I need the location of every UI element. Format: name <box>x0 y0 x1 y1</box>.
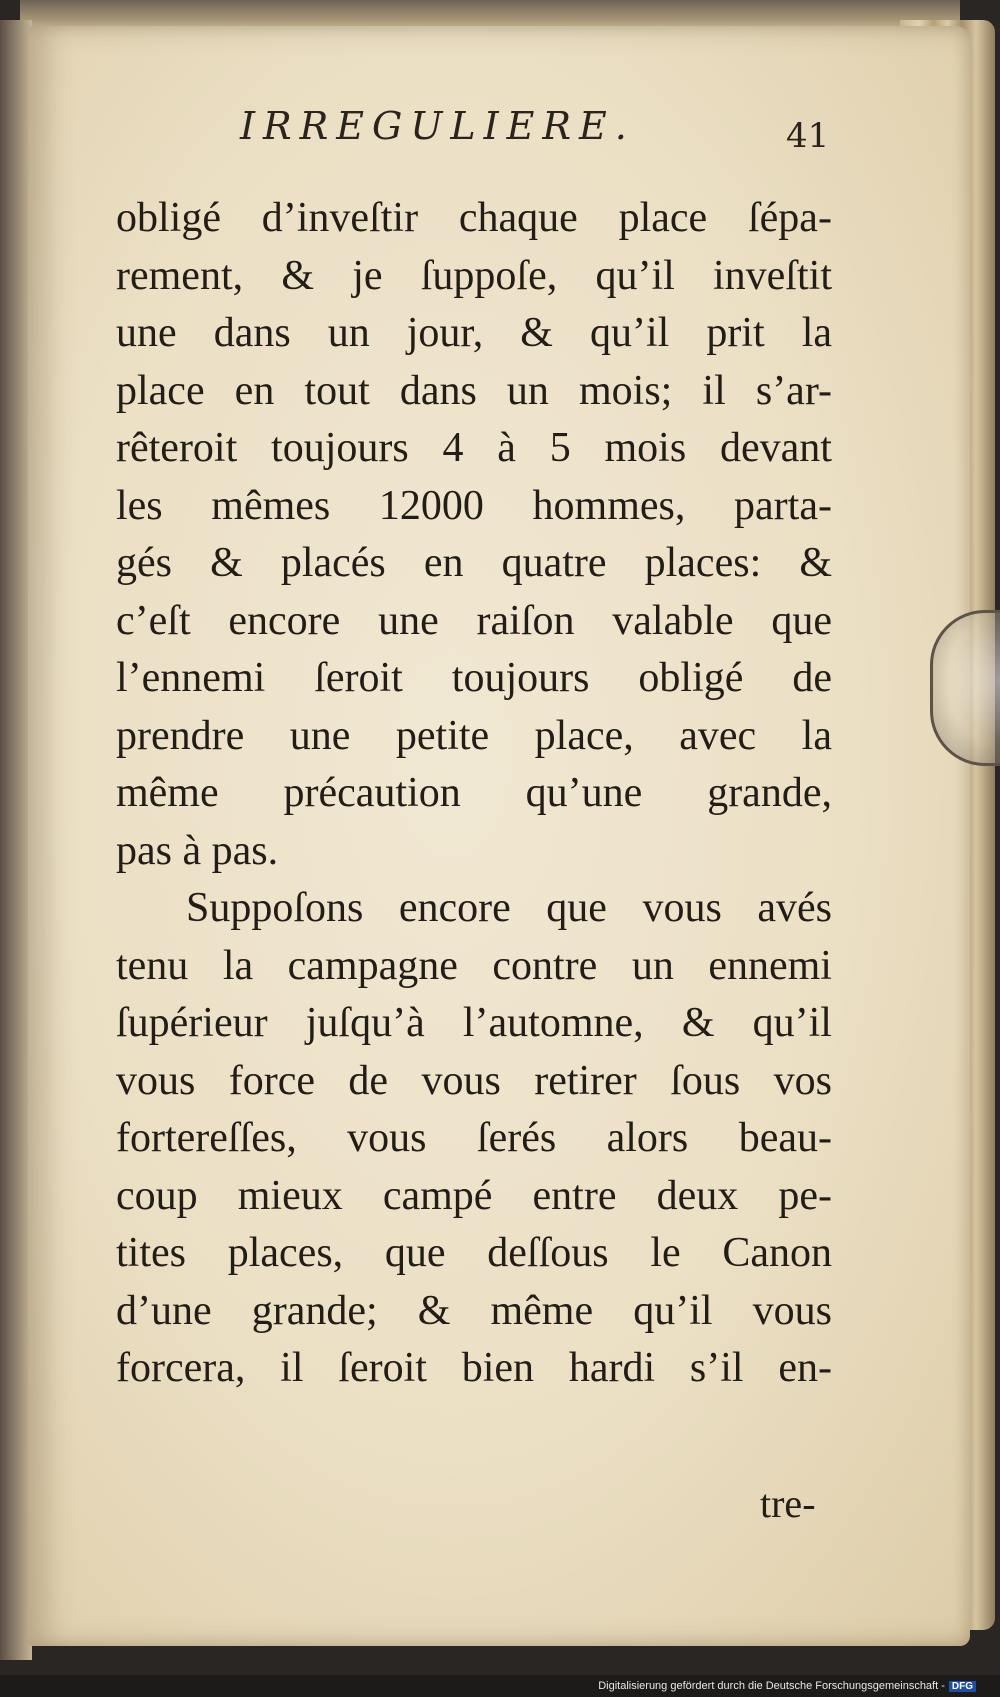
text-line <box>116 708 832 766</box>
word: toujours <box>451 655 590 701</box>
word: 5 <box>549 425 571 471</box>
text-line <box>116 1283 832 1341</box>
word: que <box>771 597 832 644</box>
word: les <box>116 482 163 529</box>
word: rement, <box>116 252 244 299</box>
word: encore <box>228 597 341 644</box>
word: inveſtit <box>713 252 832 299</box>
word: obligé <box>638 655 744 701</box>
text-line <box>116 1168 832 1226</box>
dfg-logo: DFG <box>949 1681 976 1692</box>
text-line <box>116 305 832 363</box>
word: ſuppoſe, <box>420 252 558 299</box>
word: prit <box>706 310 765 356</box>
word: d’inveſtir <box>261 195 419 241</box>
word: & <box>281 252 314 299</box>
word: l’ennemi <box>116 655 266 701</box>
word: vous <box>752 1287 832 1334</box>
word: petite <box>395 712 490 759</box>
word: coup <box>116 1172 198 1219</box>
word: forcera, <box>116 1345 246 1391</box>
word: chaque <box>458 195 578 241</box>
word: mêmes <box>211 482 331 529</box>
word: c’eſt <box>116 597 191 644</box>
word: je <box>352 252 383 299</box>
word: dans <box>213 310 291 356</box>
word: Suppoſons <box>186 885 364 931</box>
word: une <box>116 310 177 356</box>
running-head: IRREGULIERE. <box>240 104 635 148</box>
word: la <box>222 942 254 989</box>
word: s’ar- <box>755 367 832 414</box>
word: ſépa- <box>748 195 832 241</box>
text-line <box>116 363 832 421</box>
text-line <box>116 995 832 1053</box>
text-line <box>116 1340 832 1398</box>
word: places, <box>227 1230 344 1276</box>
word: rêteroit <box>116 425 238 471</box>
text-line <box>116 938 832 996</box>
text-line <box>116 478 832 536</box>
word: que <box>546 885 607 931</box>
word: qu’il <box>752 1000 832 1046</box>
word: pe- <box>778 1172 832 1219</box>
word: toujours <box>271 425 409 471</box>
word: prendre <box>116 712 245 759</box>
word: 12000 <box>378 482 484 529</box>
word: s’il <box>689 1345 744 1391</box>
word: campagne <box>287 942 458 989</box>
word: l’automne, <box>462 1000 644 1046</box>
word: places: <box>644 540 762 586</box>
word: un <box>506 367 549 414</box>
word: un <box>631 942 674 989</box>
word: ſeroit <box>314 655 403 701</box>
word: & <box>799 540 832 586</box>
text-line-paragraph-start <box>116 880 832 938</box>
word: qu’il <box>633 1287 713 1334</box>
word: tenu <box>116 942 189 989</box>
word: & <box>520 310 553 356</box>
word: parta- <box>734 482 832 529</box>
body-text <box>116 190 832 1398</box>
word: même <box>116 770 219 816</box>
catchword: tre- <box>760 1481 816 1526</box>
word: bien <box>461 1345 535 1391</box>
word: avés <box>757 885 832 931</box>
word: grande, <box>707 770 832 816</box>
word: ſous <box>670 1057 741 1104</box>
word: ſeroit <box>338 1345 427 1391</box>
word: Canon <box>722 1230 832 1276</box>
word: devant <box>719 425 832 471</box>
word: ſupérieur <box>116 1000 268 1046</box>
word: mois <box>604 425 687 471</box>
word: ſerés <box>476 1115 557 1161</box>
word: deux <box>656 1172 739 1219</box>
word: vos <box>773 1057 832 1104</box>
word: alors <box>606 1115 689 1161</box>
word: la <box>801 310 832 356</box>
word: d’une <box>116 1287 212 1334</box>
text-line <box>116 1225 832 1283</box>
word: tites <box>116 1230 186 1276</box>
word: vous <box>347 1115 427 1161</box>
text-line <box>116 420 832 478</box>
word: encore <box>398 885 511 931</box>
word: de <box>792 655 832 701</box>
word: & <box>417 1287 451 1334</box>
word: tout <box>304 367 370 414</box>
word: le <box>650 1230 681 1276</box>
word: à <box>497 425 516 471</box>
word: mieux <box>237 1172 343 1219</box>
word: il <box>280 1345 304 1391</box>
word: grande; <box>251 1287 378 1334</box>
text-line <box>116 650 832 708</box>
word: mois; <box>578 367 673 414</box>
word: valable <box>612 597 734 644</box>
word: qu’une <box>525 770 643 816</box>
word: placés <box>280 540 386 586</box>
page-number: 41 <box>786 116 830 156</box>
word: & <box>210 540 243 586</box>
word: force <box>228 1057 316 1104</box>
word: une <box>378 597 439 644</box>
word: dans <box>399 367 477 414</box>
word: 4 <box>442 425 464 471</box>
word: jour, <box>406 310 484 356</box>
word: qu’il <box>595 252 675 299</box>
text-line <box>116 1110 832 1168</box>
word: un <box>327 310 370 356</box>
word: vous <box>642 885 722 931</box>
word: que <box>384 1230 446 1276</box>
text-line <box>116 593 832 651</box>
word: forterеſſes, <box>116 1115 297 1161</box>
text-line <box>116 190 832 248</box>
word: en <box>423 540 464 586</box>
word: même <box>490 1287 594 1334</box>
word: hardi <box>568 1345 656 1391</box>
word: hommes, <box>532 482 686 529</box>
word: en <box>234 367 275 414</box>
word: quatre <box>501 540 607 586</box>
word: juſqu’à <box>305 1000 425 1046</box>
text-line <box>116 535 832 593</box>
word: entre <box>532 1172 617 1219</box>
word: obligé <box>116 195 221 241</box>
text-line: pas à pas. <box>116 827 279 874</box>
text-line <box>116 765 832 823</box>
word: raiſon <box>476 597 575 644</box>
word: retirer <box>534 1057 637 1104</box>
word: gés <box>116 540 172 586</box>
word: & <box>681 1000 715 1046</box>
digitization-credit <box>598 1680 976 1692</box>
text-line <box>116 1053 832 1111</box>
word: une <box>289 712 351 759</box>
word: avec <box>679 712 757 759</box>
word: campé <box>382 1172 493 1219</box>
word: qu’il <box>589 310 670 356</box>
word: ennemi <box>708 942 832 989</box>
word: place <box>116 367 205 414</box>
word: en- <box>778 1345 832 1391</box>
word: vous <box>421 1057 501 1104</box>
page-clip-lens <box>930 610 1000 766</box>
word: place <box>618 195 708 241</box>
word: la <box>801 712 832 759</box>
word: vous <box>116 1057 196 1104</box>
word: beau- <box>738 1115 832 1161</box>
word: place, <box>534 712 634 759</box>
text-line <box>116 248 832 306</box>
word: contre <box>492 942 598 989</box>
word: précaution <box>283 770 461 816</box>
credit-text: Digitalisierung gefördert durch die Deutsche Forschungsgemeinschaft - <box>598 1680 945 1692</box>
word: il <box>702 367 726 414</box>
word: de <box>348 1057 389 1104</box>
word: deſſous <box>487 1230 609 1276</box>
